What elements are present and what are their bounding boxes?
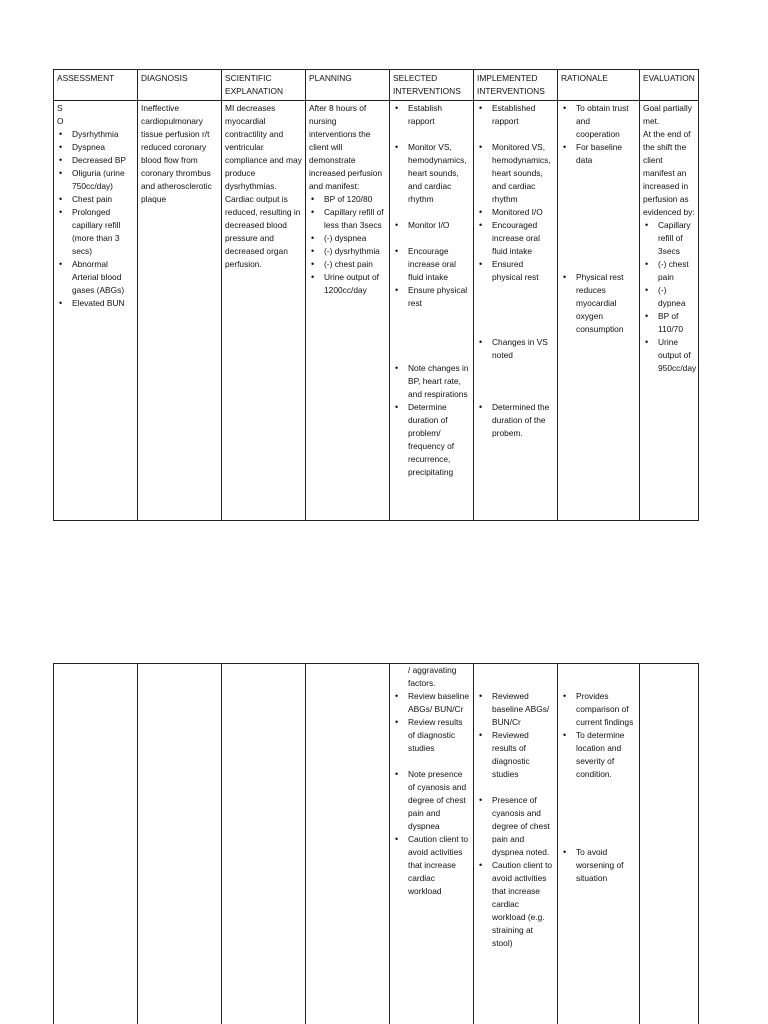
list-item: • Reviewed results of diagnostic studies: [477, 729, 554, 781]
evaluation-status: Goal partially met.: [643, 103, 692, 126]
header-evaluation: EVALUATION: [640, 70, 699, 101]
list-item: • Decreased BP: [57, 154, 134, 167]
list-item: • Reviewed baseline ABGs/ BUN/Cr: [477, 690, 554, 729]
care-plan-table-page-2: [53, 663, 699, 1024]
list-item: • Oliguria (urine 750cc/day): [57, 167, 134, 193]
list-item: • Monitor I/O: [393, 219, 470, 232]
list-item: • Establish rapport: [393, 102, 470, 128]
list-item: • Elevated BUN: [57, 297, 134, 310]
rationale-cell-continued: [558, 664, 640, 1024]
list-item: • (-) chest pain: [643, 258, 695, 284]
list-item: • Monitor VS, hemodynamics, heart sounds, and cardiac rhythm: [393, 141, 470, 206]
header-rationale: RATIONALE: [558, 70, 640, 101]
list-item: • Capillary refill of less than 3secs: [309, 206, 386, 232]
list-item: • Encourage increase oral fluid intake: [393, 245, 470, 284]
header-diagnosis: DIAGNOSIS: [138, 70, 222, 101]
list-item: • To avoid worsening of situation: [561, 846, 636, 885]
list-item: • To determine location and severity of condition.: [561, 729, 636, 781]
scientific-explanation-cell: MI decreases myocardial contractility and ventricular compliance and may produce dysrhythmias. Cardiac output is reduced, resulting in decreased blood pressure and decreased organ perfusion.: [222, 101, 306, 521]
list-item: • BP of 110/70: [643, 310, 695, 336]
list-item: • Caution client to avoid activities that increase cardiac workload (e.g. straining at stool): [477, 859, 554, 950]
list-item: • BP of 120/80: [309, 193, 386, 206]
list-item: • Review results of diagnostic studies: [393, 716, 470, 755]
assessment-cell-continued: [54, 664, 138, 1024]
list-item: • (-) dyspnea: [309, 232, 386, 245]
list-item: • (-) dypnea: [643, 284, 695, 310]
subjective-label: S: [57, 103, 63, 113]
selected-interventions-list-continued: [393, 690, 470, 898]
selected-continuation-text: / aggravating factors.: [408, 665, 457, 688]
list-item: • Dysrhythmia: [57, 128, 134, 141]
header-assessment: ASSESSMENT: [54, 70, 138, 101]
list-item: • Caution client to avoid activities that increase cardiac workload: [393, 833, 470, 898]
evaluation-intro: At the end of the shift the client manifest an increased in perfusion as evidenced by:: [643, 129, 695, 217]
header-implemented-interventions: IMPLEMENTED INTERVENTIONS: [474, 70, 558, 101]
list-item: • To obtain trust and cooperation: [561, 102, 636, 141]
list-item: • Note changes in BP, heart rate, and respirations: [393, 362, 470, 401]
header-scientific-explanation: SCIENTIFIC EXPLANATION: [222, 70, 306, 101]
list-item: • Monitored VS, hemodynamics, heart sounds, and cardiac rhythm: [477, 141, 554, 206]
list-item: • For baseline data: [561, 141, 636, 167]
list-item: • Review baseline ABGs/ BUN/Cr: [393, 690, 470, 716]
list-item: • Ensure physical rest: [393, 284, 470, 310]
diagnosis-cell: Ineffective cardiopulmonary tissue perfusion r/t reduced coronary blood flow from coronary thrombus and atherosclerotic plaque: [138, 101, 222, 521]
header-selected-interventions: SELECTED INTERVENTIONS: [390, 70, 474, 101]
list-item: • Capillary refill of 3secs: [643, 219, 695, 258]
objective-label: O: [57, 116, 64, 126]
planning-cell-continued: [306, 664, 390, 1024]
list-item: • Determined the duration of the probem.: [477, 401, 554, 440]
list-item: • Physical rest reduces myocardial oxygen consumption: [561, 271, 636, 336]
list-item: • Chest pain: [57, 193, 134, 206]
diagnosis-cell-continued: [138, 664, 222, 1024]
table-row: [54, 664, 699, 1024]
list-item: • Determine duration of problem/ frequency of recurrence, precipitating: [393, 401, 470, 479]
list-item: • Ensured physical rest: [477, 258, 554, 284]
list-item: • (-) chest pain: [309, 258, 386, 271]
list-item: • Urine output of 1200cc/day: [309, 271, 386, 297]
list-item: • Urine output of 950cc/day: [643, 336, 695, 375]
list-item: • Monitored I/O: [477, 206, 554, 219]
list-item: • Provides comparison of current findings: [561, 690, 636, 729]
list-item: • Dyspnea: [57, 141, 134, 154]
list-item: • Presence of cyanosis and degree of chest pain and dyspnea noted.: [477, 794, 554, 859]
list-item: • Abnormal Arterial blood gases (ABGs): [57, 258, 134, 297]
scientific-explanation-cell-continued: [222, 664, 306, 1024]
list-item: • Changes in VS noted: [477, 336, 554, 362]
header-planning: PLANNING: [306, 70, 390, 101]
planning-intro: After 8 hours of nursing interventions the client will demonstrate increased perfusion and manifest:: [309, 103, 383, 191]
rationale-list-continued: [561, 690, 636, 885]
implemented-interventions-cell-continued: [474, 664, 558, 1024]
selected-interventions-cell-continued: [390, 664, 474, 1024]
list-item: • Note presence of cyanosis and degree of chest pain and dyspnea: [393, 768, 470, 833]
implemented-interventions-list-continued: [477, 690, 554, 950]
list-item: • (-) dysrhythmia: [309, 245, 386, 258]
list-item: • Encouraged increase oral fluid intake: [477, 219, 554, 258]
list-item: • Established rapport: [477, 102, 554, 128]
evaluation-cell-continued: [640, 664, 699, 1024]
list-item: • Prolonged capillary refill (more than 3 secs): [57, 206, 134, 258]
